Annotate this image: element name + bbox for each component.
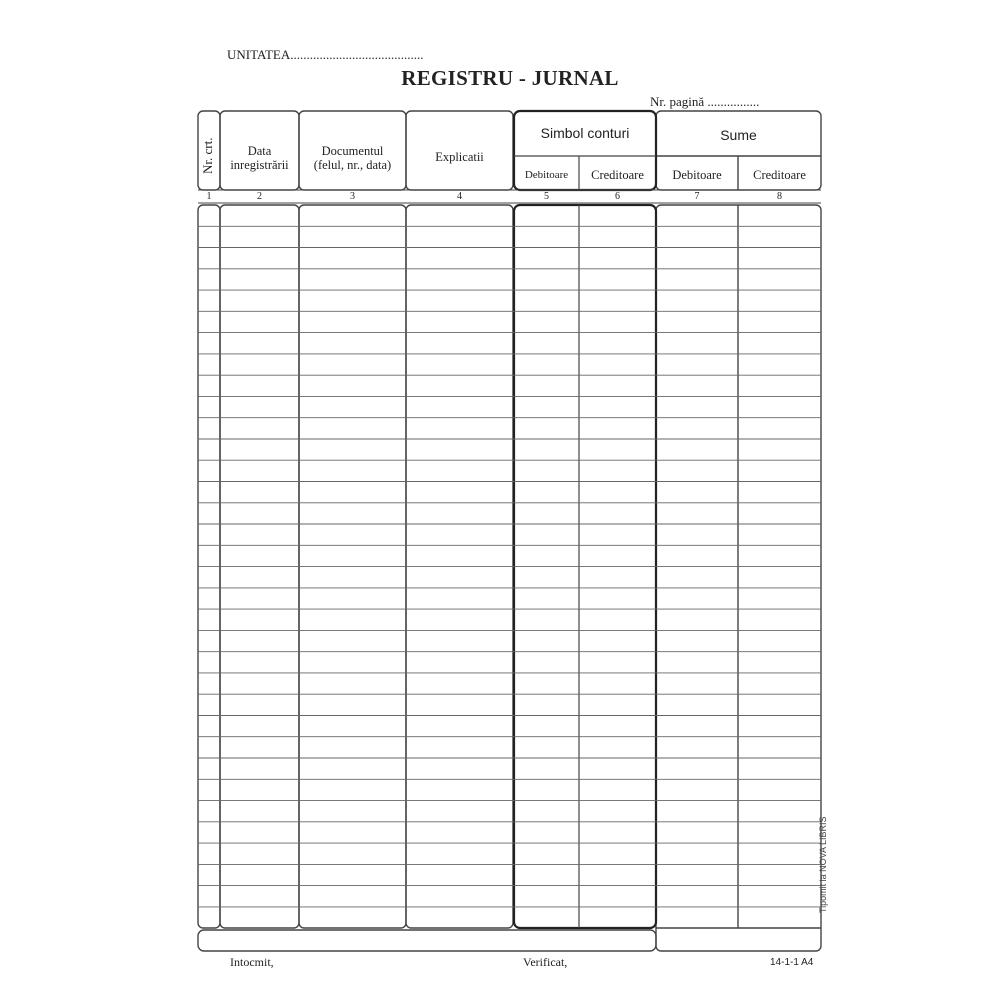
form-code: 14-1-1 A4	[770, 957, 814, 968]
col-document	[299, 144, 406, 172]
col-simbol-conturi: Simbol conturi	[540, 125, 630, 141]
col-data-line2: inregistrării	[230, 158, 289, 172]
col-number-6: 6	[615, 191, 620, 202]
col-number-1: 1	[206, 191, 212, 202]
col-number-4: 4	[457, 191, 462, 202]
col-document-line2: (felul, nr., data)	[313, 158, 392, 172]
printer-imprint: Tipomit la NOVA LIBRIS	[818, 816, 828, 913]
form-title: REGISTRU - JURNAL	[401, 66, 619, 90]
page-number-field: Nr. pagină ................	[650, 94, 760, 109]
col-simbol-debitoare: Debitoare	[524, 169, 569, 181]
col-number-8: 8	[777, 191, 782, 202]
col-sume-debitoare: Debitoare	[672, 168, 722, 182]
col-nr-crt: Nr. crt.	[200, 137, 215, 174]
col-number-5: 5	[544, 191, 549, 202]
col-simbol-creditoare: Creditoare	[591, 168, 644, 182]
col-number-7: 7	[694, 191, 700, 202]
signature-intocmit: Intocmit,	[230, 955, 274, 969]
col-data-line1: Data	[247, 144, 272, 158]
col-document-line1: Documentul	[321, 144, 384, 158]
col-explicatii: Explicatii	[435, 150, 484, 164]
col-sume-creditoare: Creditoare	[753, 168, 806, 182]
col-number-2: 2	[257, 191, 262, 202]
col-sume: Sume	[720, 127, 757, 143]
unit-field: UNITATEA.........................................	[227, 47, 424, 62]
col-number-3: 3	[350, 191, 355, 202]
signature-verificat: Verificat,	[523, 955, 568, 969]
col-data	[220, 144, 299, 172]
